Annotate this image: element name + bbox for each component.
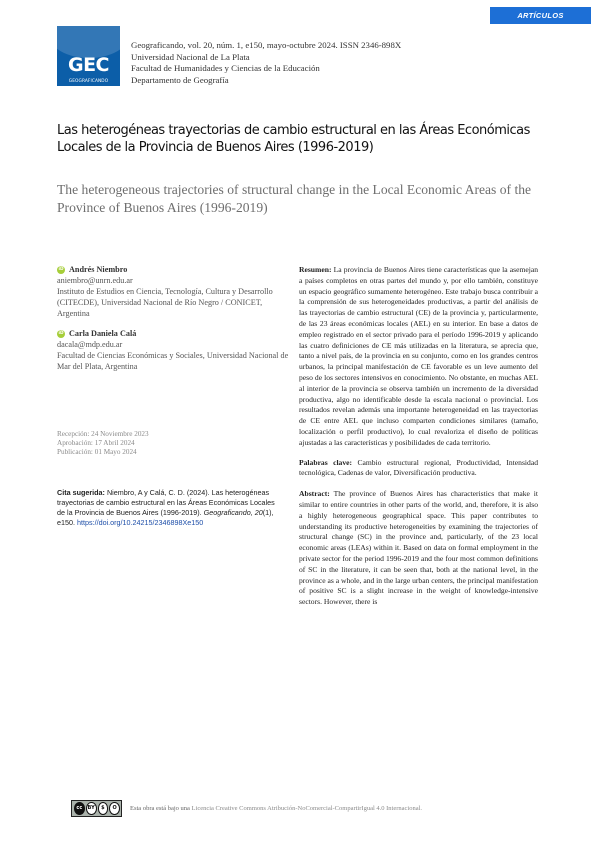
journal-citation-line: Geograficando, vol. 20, núm. 1, e150, mayo-octubre 2024. ISSN 2346-898X (131, 40, 402, 50)
journal-info (131, 40, 401, 86)
date-published: Publicación: 01 Mayo 2024 (57, 448, 137, 456)
author-affiliation-1: Instituto de Estudios en Ciencia, Tecnología, Cultura y Desarrollo (CITECDE), Universidad Nacional de Río Negro / CONICET, Argentina (57, 287, 273, 318)
keywords (299, 458, 538, 480)
journal-university: Universidad Nacional de La Plata (131, 51, 250, 62)
license-prefix: Esta obra está bajo una (130, 805, 190, 812)
license-text (130, 805, 422, 812)
citation-journal: Geograficando, 20 (203, 508, 263, 517)
logo-text: GEC (67, 54, 110, 76)
nc-icon: $ (98, 802, 109, 815)
abstract-en-label: Abstract: (299, 489, 330, 499)
date-approved: Aprobación: 17 Abril 2024 (57, 439, 135, 447)
keywords-label: Palabras clave: (299, 457, 353, 467)
license-footer (71, 800, 422, 817)
abstract-column (299, 265, 538, 608)
journal-logo (57, 26, 120, 86)
citation-doi-link[interactable]: https://doi.org/10.24215/2346898Xe150 (77, 518, 204, 527)
author-email-1[interactable]: aniembro@unrn.edu.ar (57, 276, 133, 285)
citation-text: Niembro, A y Calá, C. D. (2024). Las heterogéneas trayectorias de cambio estructural en las Áreas Económicas Locales de la Provincia de Buenos Aires (1996-2019). (57, 488, 275, 517)
by-icon: BY (86, 802, 97, 815)
citation-issue: (1), e150. (57, 508, 274, 527)
cc-license-badge[interactable] (71, 800, 122, 817)
author-name-text: Carla Daniela Calá (69, 329, 137, 338)
author-column (57, 264, 289, 372)
article-title-es: Las heterogéneas trayectorias de cambio estructural en las Áreas Económicas Locales de la Provincia de Buenos Aires (1996-2019) (57, 123, 530, 155)
author-name-2 (57, 328, 289, 339)
abstract-es-text: La provincia de Buenos Aires tiene características que la asemejan a países completos en otras partes del mundo y, por ello también, constituye un espacio geográfico sumamente heterogéneo. Este trabajo busca contribuir a la comprensión de sus heterogeneidades productivas, a partir del análisis de las trayectorias de cambio estructural (CE) de la provincia y, particularmente, de las 23 áreas económicas locales (AEL) en su interior. En base a datos de empleo registrado en el sector privado para el período 1996-2019 y aplicando las cuatro definiciones de CE más utilizadas en la literatura, se aprecia que, tanto a nivel país, de la provincia en su conjunto, como en los grandes centros urbanos, la principal manifestación de CE favorable es un leve aumento del peso de los sectores intensivos en conocimiento. No obstante, en muchas AEL al interior de la provincia se observa también un incremento de la diversidad productiva, algo no identificable desde la escala nacional o provincial. Los resultados revelan además una importante heterogeneidad en las trayectorias de CE entre AEL que incluso comparten condiciones similares (tamaño, localización o perfil productivo), lo cual revaloriza el diseño de políticas ajustadas a las características y posibilidades de cada territorio. (299, 265, 538, 447)
citation-label: Cita sugerida: (57, 488, 105, 497)
license-link[interactable]: Licencia Creative Commons Atribución-NoComercial-CompartirIgual 4.0 Internacional. (191, 805, 423, 812)
abstract-en (299, 489, 538, 608)
orcid-icon[interactable]: iD (58, 330, 64, 336)
article-title-en: The heterogeneous trajectories of structural change in the Local Economic Areas of the Province of Buenos Aires (1996-2019) (57, 182, 532, 215)
author-name-1 (57, 264, 289, 275)
journal-department: Departamento de Geografía (131, 74, 229, 85)
author-affiliation-2: Facultad de Ciencias Económicas y Sociales, Universidad Nacional de Mar del Plata, Argentina (57, 351, 289, 371)
abstract-en-text: The province of Buenos Aires has characteristics that make it similar to entire countries in other parts of the world, and, therefore, it is also a highly heterogeneous geographical space. This paper contributes to understanding its productive heterogeneities by examining the trajectories of structural change (SC) in the province and, particularly, of the 23 local economic areas (LEAs) within it. Based on data on formal employment in the private sector for the period 1996-2019 and the four most common definitions of SC in the literature, it can be seen that, both at the national level, in the province as a whole, and in the large urban centers, the principal manifestation of positive SC is a slight increase in the weight of knowledge-intensive sectors. However, there is (299, 489, 538, 607)
keywords-text: Cambio estructural regional, Productividad, Intensidad tecnológica, Cadenas de valor, Diversificación productiva. (299, 457, 538, 478)
author-name-text: Andrés Niembro (69, 265, 128, 274)
abstract-es-label: Resumen: (299, 265, 332, 274)
section-badge: ARTÍCULOS (490, 7, 591, 24)
author-email-2[interactable]: dacala@mdp.edu.ar (57, 340, 123, 349)
suggested-citation (57, 488, 279, 528)
dates-block (57, 430, 289, 457)
logo-subtitle: GEOGRAFICANDO (68, 79, 109, 84)
journal-faculty: Facultad de Humanidades y Ciencias de la Educación (131, 63, 320, 74)
orcid-icon[interactable]: iD (58, 266, 64, 272)
abstract-es (299, 265, 538, 449)
date-received: Recepción: 24 Noviembre 2023 (57, 430, 149, 438)
sa-icon: O (109, 802, 120, 815)
cc-icon: cc (74, 802, 85, 815)
